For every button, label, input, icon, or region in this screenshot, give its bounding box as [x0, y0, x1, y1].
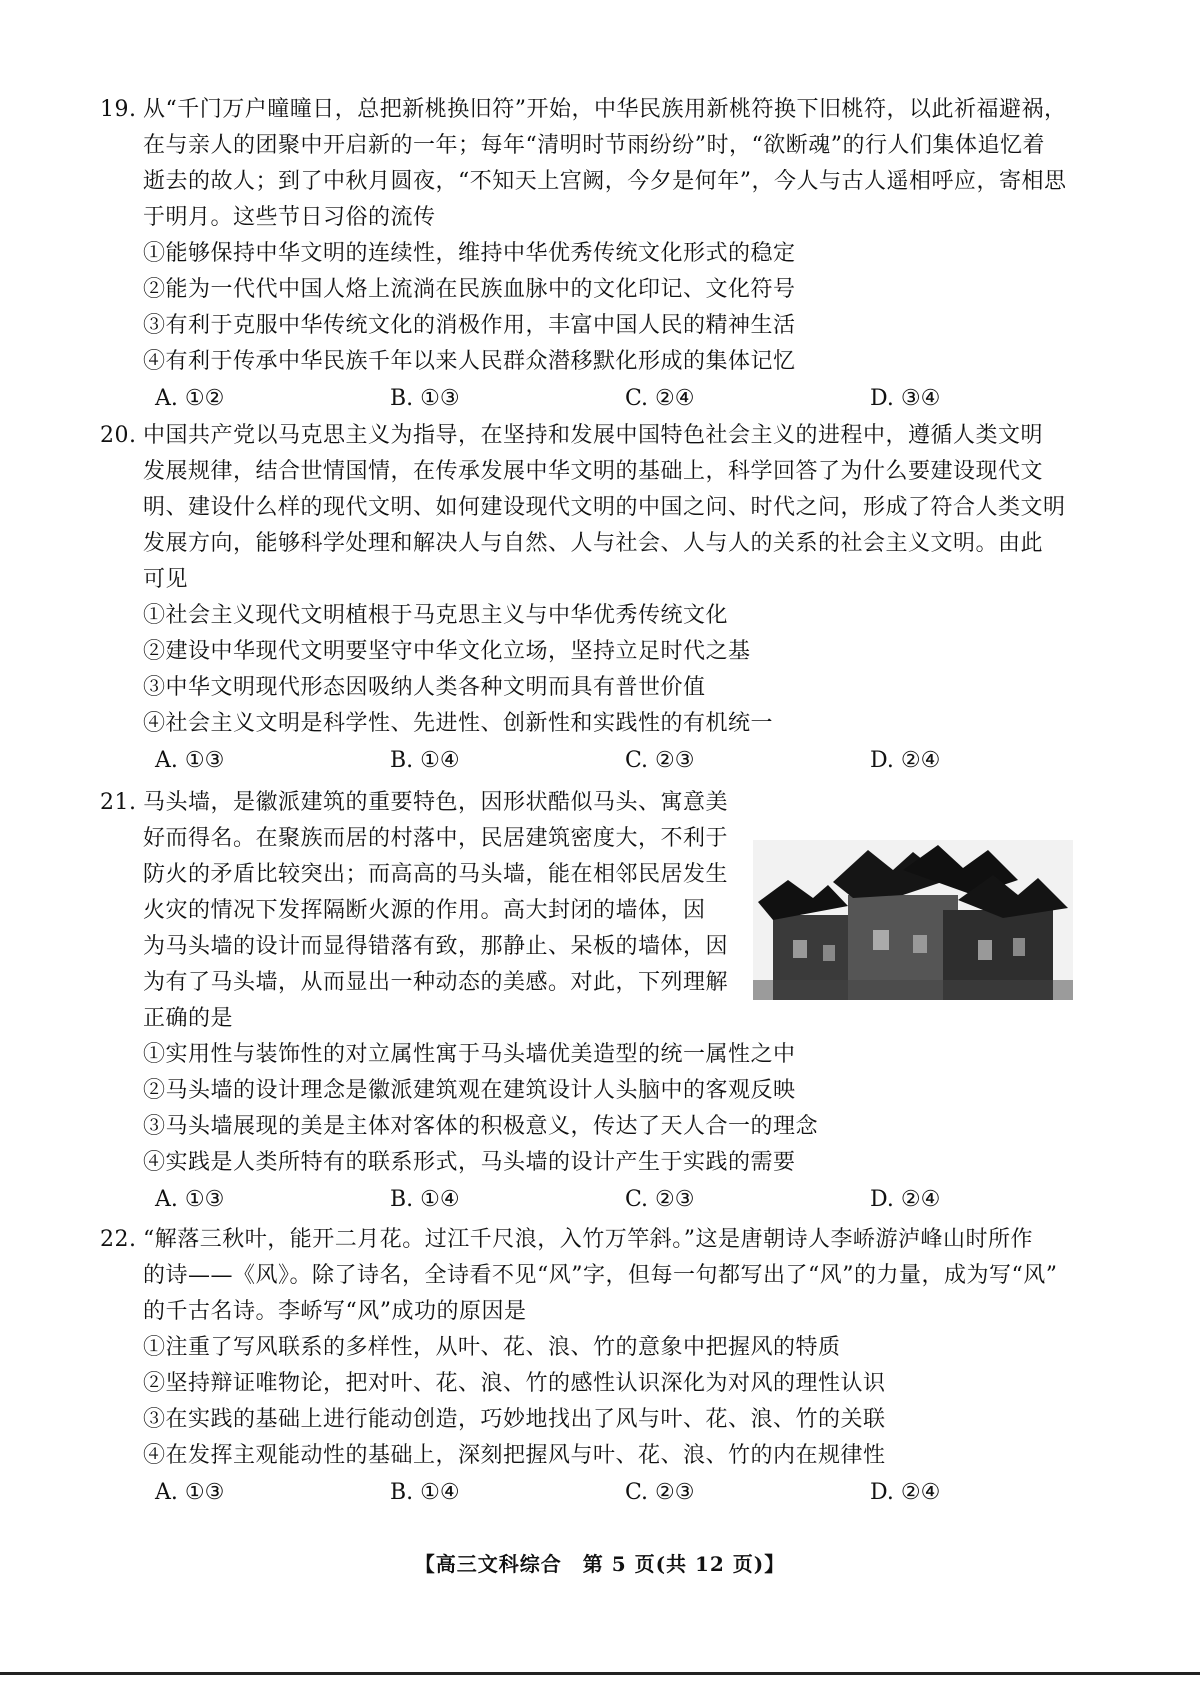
choice-b[interactable]: B. ①④: [390, 1187, 460, 1212]
choice-d[interactable]: D. ②④: [870, 1480, 941, 1505]
statement-option: ①实用性与装饰性的对立属性寓于马头墙优美造型的统一属性之中: [143, 1042, 796, 1067]
choice-c[interactable]: C. ②③: [625, 1480, 695, 1505]
question-stem-line: 为有了马头墙，从而显出一种动态的美感。对此，下列理解: [143, 970, 729, 995]
question-number: 19.: [100, 97, 137, 122]
statement-option: ④在发挥主观能动性的基础上，深刻把握风与叶、花、浪、竹的内在规律性: [143, 1443, 886, 1468]
answer-choices: [100, 1181, 1100, 1219]
answer-choices: [100, 742, 1100, 780]
statement-option: ②建设中华现代文明要坚守中华文化立场，坚持立足时代之基: [143, 639, 751, 664]
statement-option: ①注重了写风联系的多样性，从叶、花、浪、竹的意象中把握风的特质: [143, 1335, 841, 1360]
question-19: [100, 92, 1100, 418]
statement-option: ②马头墙的设计理念是徽派建筑观在建筑设计人头脑中的客观反映: [143, 1078, 796, 1103]
statement-option: ③中华文明现代形态因吸纳人类各种文明而具有普世价值: [143, 675, 706, 700]
question-20: [100, 418, 1100, 780]
statement-option: ③在实践的基础上进行能动创造，巧妙地找出了风与叶、花、浪、竹的关联: [143, 1407, 886, 1432]
statement-option: ④有利于传承中华民族千年以来人民群众潜移默化形成的集体记忆: [143, 349, 796, 374]
question-stem-line: 发展规律，结合世情国情，在传承发展中华文明的基础上，科学回答了为什么要建设现代文: [143, 459, 1044, 484]
statement-option: ①能够保持中华文明的连续性，维持中华优秀传统文化形式的稳定: [143, 241, 796, 266]
question-stem-line: 火灾的情况下发挥隔断火源的作用。高大封闭的墙体，因: [143, 898, 706, 923]
choice-c[interactable]: C. ②③: [625, 1187, 695, 1212]
question-stem-line: 的诗——《风》。除了诗名，全诗看不见“风”字，但每一句都写出了“风”的力量，成为写“风”: [143, 1263, 1058, 1288]
choice-d[interactable]: D. ③④: [870, 386, 941, 411]
question-stem-line: 21. 马头墙，是徽派建筑的重要特色，因形状酷似马头、寓意美: [100, 785, 720, 821]
question-number: 21.: [100, 790, 137, 815]
choice-c[interactable]: C. ②③: [625, 748, 695, 773]
statement-option: ①社会主义现代文明植根于马克思主义与中华优秀传统文化: [143, 603, 729, 628]
answer-choices: [100, 1474, 1100, 1512]
question-stem-line: 22. “解落三秋叶，能开二月花。过江千尺浪，入竹万竿斜。”这是唐朝诗人李峤游泸峰山时所作: [100, 1222, 1100, 1258]
choice-a[interactable]: A. ①③: [155, 748, 225, 773]
question-stem-line: 19. 从“千门万户曈曈日，总把新桃换旧符”开始，中华民族用新桃符换下旧桃符，以此祈福避祸，: [100, 92, 1100, 128]
question-stem-line: 逝去的故人；到了中秋月圆夜，“不知天上宫阙，今夕是何年”，今人与古人遥相呼应，寄相思: [143, 169, 1067, 194]
choice-d[interactable]: D. ②④: [870, 748, 941, 773]
choice-b[interactable]: B. ①④: [390, 748, 460, 773]
bottom-divider: [0, 1672, 1200, 1675]
statement-option: ④社会主义文明是科学性、先进性、创新性和实践性的有机统一: [143, 711, 774, 736]
answer-choices: [100, 380, 1100, 418]
choice-c[interactable]: C. ②④: [625, 386, 695, 411]
question-stem-line: 在与亲人的团聚中开启新的一年；每年“清明时节雨纷纷”时，“欲断魂”的行人们集体追忆着: [143, 133, 1045, 158]
choice-d[interactable]: D. ②④: [870, 1187, 941, 1212]
page-footer: 【高三文科综合 第 5 页(共 12 页)】: [414, 1552, 786, 1576]
question-stem-line: 为马头墙的设计而显得错落有致，那静止、呆板的墙体，因: [143, 934, 729, 959]
question-stem-line: 发展方向，能够科学处理和解决人与自然、人与社会、人与人的关系的社会主义文明。由此: [143, 531, 1044, 556]
choice-b[interactable]: B. ①③: [390, 386, 460, 411]
horse-head-wall-photo: [753, 840, 1073, 1000]
question-number: 20.: [100, 423, 137, 448]
question-stem-line: 明、建设什么样的现代文明、如何建设现代文明的中国之问、时代之问，形成了符合人类文明: [143, 495, 1066, 520]
question-stem-line: 的千古名诗。李峤写“风”成功的原因是: [143, 1299, 527, 1324]
statement-option: ②能为一代代中国人烙上流淌在民族血脉中的文化印记、文化符号: [143, 277, 796, 302]
statement-option: ③有利于克服中华传统文化的消极作用，丰富中国人民的精神生活: [143, 313, 796, 338]
question-stem-line: 防火的矛盾比较突出；而高高的马头墙，能在相邻民居发生: [143, 862, 729, 887]
choice-a[interactable]: A. ①②: [155, 386, 225, 411]
statement-option: ②坚持辩证唯物论，把对叶、花、浪、竹的感性认识深化为对风的理性认识: [143, 1371, 886, 1396]
question-22: [100, 1222, 1100, 1512]
choice-a[interactable]: A. ①③: [155, 1480, 225, 1505]
statement-option: ④实践是人类所特有的联系形式，马头墙的设计产生于实践的需要: [143, 1150, 796, 1175]
question-stem-line: 正确的是: [143, 1006, 234, 1031]
question-number: 22.: [100, 1227, 137, 1252]
question-stem-line: 20. 中国共产党以马克思主义为指导，在坚持和发展中国特色社会主义的进程中，遵循人类文明: [100, 418, 1100, 454]
question-stem-line: 于明月。这些节日习俗的流传: [143, 205, 436, 230]
question-stem-line: 可见: [143, 567, 189, 592]
statement-option: ③马头墙展现的美是主体对客体的积极意义，传达了天人合一的理念: [143, 1114, 819, 1139]
choice-b[interactable]: B. ①④: [390, 1480, 460, 1505]
choice-a[interactable]: A. ①③: [155, 1187, 225, 1212]
huizhou-architecture-image: [753, 840, 1073, 1000]
question-stem-line: 好而得名。在聚族而居的村落中，民居建筑密度大，不利于: [143, 826, 729, 851]
